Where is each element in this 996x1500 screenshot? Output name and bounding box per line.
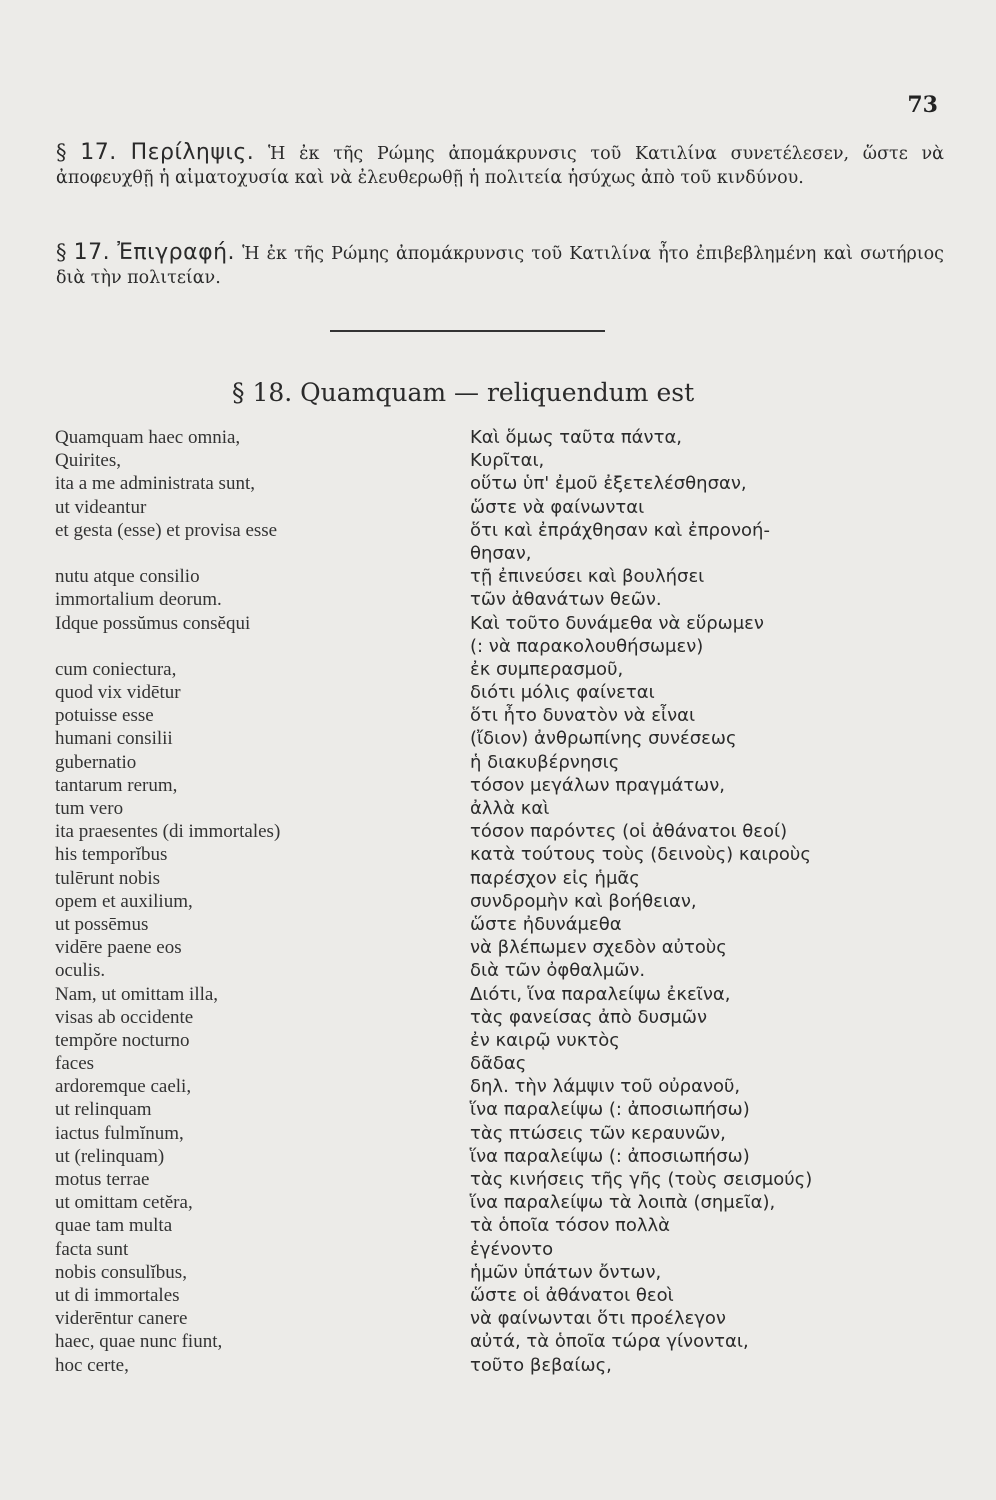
greek-line: κατὰ τούτους τοὺς (δεινοὺς) καιροὺς	[470, 844, 811, 866]
greek-line: ὅτι καὶ ἐπράχθησαν καὶ ἐπρονοή-	[470, 519, 770, 541]
latin-line: visas ab occidente	[55, 1006, 194, 1028]
greek-line: (: νὰ παρακολουθήσωμεν)	[470, 635, 704, 657]
section-text: Ἡ ἐκ τῆς Ρώμης ἀπομάκρυνσις τοῦ Κατιλίνα ἦτο ἐπιβεβλημένη καὶ σωτήριος διὰ τὴν πολιτείαν.	[56, 244, 944, 288]
section-text: Ἡ ἐκ τῆς Ρώμης ἀπομάκρυνσις τοῦ Κατιλίνα συνετέλεσεν, ὥστε νὰ ἀποφευχθῇ ἡ αἱματοχυσία καὶ νὰ ἐλευθερωθῇ ἡ πολιτεία ἡσύχως ἀπὸ τοῦ κινδύνου.	[56, 144, 944, 188]
latin-text-column	[55, 426, 455, 1377]
greek-line: διότι μόλις φαίνεται	[470, 682, 655, 704]
section-sign: §	[56, 240, 67, 264]
latin-line: ut possēmus	[55, 913, 149, 935]
greek-line: συνδρομὴν καὶ βοήθειαν,	[470, 890, 697, 912]
latin-line: ut relinquam	[55, 1099, 152, 1121]
greek-line: τοῦτο βεβαίως,	[470, 1354, 612, 1376]
greek-line: τῇ ἐπινεύσει καὶ βουλήσει	[470, 566, 705, 588]
greek-line: ἵνα παραλείψω (: ἀποσιωπήσω)	[470, 1099, 750, 1121]
latin-line: ita praesentes (di immortales)	[55, 821, 281, 843]
greek-line: Κυρῖται,	[470, 450, 545, 472]
section-17-title	[56, 240, 944, 290]
section-sign: §	[56, 140, 67, 164]
divider-rule	[330, 330, 605, 332]
greek-line: δηλ. τὴν λάμψιν τοῦ οὐρανοῦ,	[470, 1076, 741, 1098]
latin-line: tempŏre nocturno	[55, 1029, 190, 1051]
greek-line: ἵνα παραλείψω τὰ λοιπὰ (σημεῖα),	[470, 1192, 776, 1214]
latin-line: quae tam multa	[55, 1215, 173, 1237]
latin-line: oculis.	[55, 960, 106, 982]
latin-line	[55, 635, 455, 658]
greek-line: (ἴδιον) ἀνθρωπίνης συνέσεως	[470, 728, 737, 750]
latin-line: hoc certe,	[55, 1354, 129, 1376]
greek-line: Καὶ ὅμως ταῦτα πάντα,	[470, 427, 683, 448]
latin-line: ut omittam cetĕra,	[55, 1192, 193, 1214]
greek-line: ὥστε νὰ φαίνωνται	[470, 496, 645, 518]
latin-line	[55, 542, 455, 565]
greek-line: τὰς πτώσεις τῶν κεραυνῶν,	[470, 1122, 726, 1144]
latin-line: immortalium deorum.	[55, 589, 222, 611]
latin-line: tum vero	[55, 798, 124, 819]
greek-line: θησαν,	[470, 542, 532, 564]
page-number: 73	[907, 92, 938, 118]
section-heading: Περίληψις.	[130, 140, 255, 165]
greek-line: τὰς φανείσας ἀπὸ δυσμῶν	[470, 1006, 708, 1028]
latin-line: ut videantur	[55, 496, 147, 518]
greek-line: ἐκ συμπερασμοῦ,	[470, 658, 624, 680]
latin-line: nutu atque consilio	[55, 566, 200, 588]
section-number: 17.	[80, 140, 117, 165]
section-number: 17.	[73, 240, 111, 265]
greek-line: τῶν ἀθανάτων θεῶν.	[470, 589, 662, 611]
latin-line: nobis consulĭbus,	[55, 1261, 187, 1283]
latin-line: Nam, ut omittam illa,	[55, 983, 219, 1005]
greek-line: νὰ φαίνωνται ὅτι προέλεγον	[470, 1308, 726, 1330]
greek-line: αὐτά, τὰ ὁποῖα τώρα γίνονται,	[470, 1331, 749, 1353]
latin-line: tantarum rerum,	[55, 774, 178, 796]
latin-line: ardoremque caeli,	[55, 1076, 192, 1098]
latin-line: et gesta (esse) et provisa esse	[55, 519, 278, 541]
greek-line: τὰ ὁποῖα τόσον πολλὰ	[470, 1215, 671, 1237]
section-heading: Ἐπιγραφή.	[117, 240, 236, 265]
greek-line: Καὶ τοῦτο δυνάμεθα νὰ εὕρωμεν	[470, 612, 764, 634]
greek-line: ἵνα παραλείψω (: ἀποσιωπήσω)	[470, 1145, 750, 1167]
latin-line: haec, quae nunc fiunt,	[55, 1331, 223, 1353]
section-17-summary	[56, 140, 944, 190]
greek-line: ὥστε οἱ ἀθάνατοι θεοὶ	[470, 1284, 674, 1306]
latin-line: cum coniectura,	[55, 658, 177, 680]
latin-line: ita a me administrata sunt,	[55, 473, 255, 495]
latin-line: opem et auxilium,	[55, 890, 193, 912]
latin-line: iactus fulmĭnum,	[55, 1122, 184, 1144]
greek-line: τὰς κινήσεις τῆς γῆς (τοὺς σεισμούς)	[470, 1169, 813, 1190]
latin-line: ut (relinquam)	[55, 1145, 165, 1167]
latin-line: Quamquam haec omnia,	[55, 427, 241, 448]
latin-line: his temporĭbus	[55, 844, 168, 866]
greek-line: ἐν καιρῷ νυκτὸς	[470, 1029, 620, 1051]
greek-line: τόσον παρόντες (οἱ ἀθάνατοι θεοί)	[470, 821, 788, 843]
latin-line: viderēntur canere	[55, 1308, 188, 1330]
greek-line: παρέσχον εἰς ἡμᾶς	[470, 867, 640, 889]
latin-line: potuisse esse	[55, 705, 154, 727]
latin-line: humani consilii	[55, 728, 173, 750]
greek-line: οὕτω ὑπ' ἐμοῦ ἐξετελέσθησαν,	[470, 473, 747, 495]
latin-line: Quirites,	[55, 450, 121, 472]
latin-line: motus terrae	[55, 1169, 150, 1190]
greek-line: Διότι, ἵνα παραλείψω ἐκεῖνα,	[470, 983, 731, 1005]
latin-line: Idque possŭmus consĕqui	[55, 612, 251, 634]
greek-line: δᾶδας	[470, 1053, 527, 1075]
latin-line: ut di immortales	[55, 1284, 180, 1306]
greek-line: ἀλλὰ καὶ	[470, 798, 550, 819]
greek-line: τόσον μεγάλων πραγμάτων,	[470, 774, 726, 796]
latin-line: quod vix vidētur	[55, 682, 181, 704]
greek-line: ἡμῶν ὑπάτων ὄντων,	[470, 1261, 662, 1283]
greek-line: ὅτι ἦτο δυνατὸν νὰ εἶναι	[470, 705, 696, 727]
greek-translation-column	[470, 426, 940, 1377]
greek-line: διὰ τῶν ὀφθαλμῶν.	[470, 960, 646, 982]
latin-line: faces	[55, 1053, 95, 1075]
greek-line: νὰ βλέπωμεν σχεδὸν αὐτοὺς	[470, 937, 727, 959]
latin-line: gubernatio	[55, 751, 137, 773]
greek-line: ὥστε ἠδυνάμεθα	[470, 913, 622, 935]
latin-line: tulērunt nobis	[55, 867, 161, 889]
latin-line: vidēre paene eos	[55, 937, 182, 959]
latin-line: facta sunt	[55, 1238, 129, 1260]
greek-line: ἐγένοντο	[470, 1238, 554, 1260]
greek-line: ἡ διακυβέρνησις	[470, 751, 620, 773]
section-18-heading: § 18. Quamquam — reliquendum est	[232, 378, 695, 407]
